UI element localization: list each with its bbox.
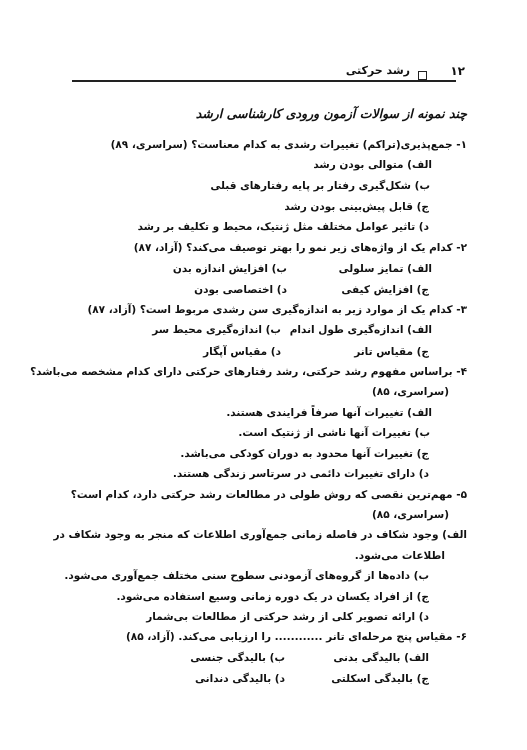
option: ج) بالیدگی اسکلتی <box>331 673 429 685</box>
page-number: ۱۲ <box>450 64 465 78</box>
option: د) تاثیر عوامل مختلف مثل ژنتیک، محیط و تکلیف بر رشد <box>137 221 429 233</box>
option: د) اختصاصی بودن <box>194 284 287 296</box>
option: ج) قابل پیش‌بینی بودن رشد <box>284 201 429 213</box>
section-title: چند نمونه از سوالات آزمون ورودی کارشناسی ارشد <box>195 106 467 121</box>
option: د) دارای تغییرات دائمی در سرتاسر زندگی هستند. <box>172 468 429 480</box>
option: ب) بالیدگی جنسی <box>190 652 285 664</box>
option-continuation: اطلاعات می‌شود. <box>354 550 445 562</box>
option: ب) افزایش اندازه بدن <box>172 263 287 275</box>
question-stem: ۴- براساس مفهوم رشد حرکتی، رشد رفتارهای حرکتی دارای کدام مشخصه می‌باشد؟ <box>30 366 467 378</box>
header-rule <box>72 80 456 82</box>
question-stem: ۶- مقیاس پنج مرحله‌ای تانر ............ را ارزیابی می‌کند. (آزاد، ۸۵) <box>125 631 467 643</box>
question-stem: ۲- کدام یک از واژه‌های زیر نمو را بهتر توصیف می‌کند؟ (آزاد، ۸۷) <box>133 242 467 254</box>
option: الف) بالیدگی بدنی <box>333 652 429 664</box>
header-square-icon <box>418 71 427 80</box>
option: ب) شکل‌گیری رفتار بر پایه رفتارهای قبلی <box>210 180 430 192</box>
option: الف) اندازه‌گیری طول اندام <box>289 324 432 336</box>
option: الف) وجود شکاف در فاصله زمانی جمع‌آوری اطلاعات که منجر به وجود شکاف در <box>53 529 467 541</box>
chapter-title: رشد حرکتی <box>345 64 410 77</box>
option: الف) تمایز سلولی <box>338 263 432 275</box>
option: الف) متوالی بودن رشد <box>313 159 432 171</box>
question-source: (سراسری، ۸۵) <box>371 386 449 398</box>
option: د) مقیاس آپگار <box>203 346 281 358</box>
option: ج) مقیاس تانر <box>354 346 429 358</box>
question-stem: ۱- جمع‌پذیری(تراکم) تغییرات رشدی به کدام معناست؟ (سراسری، ۸۹) <box>110 139 467 151</box>
option: ج) تغییرات آنها محدود به دوران کودکی می‌باشد. <box>180 448 429 460</box>
option: ب) تغییرات آنها ناشی از ژنتیک است. <box>238 427 430 439</box>
option: ج) افزایش کیفی <box>341 284 429 296</box>
question-source: (سراسری، ۸۵) <box>371 509 449 521</box>
question-stem: ۵- مهم‌ترین نقصی که روش طولی در مطالعات رشد حرکتی دارد، کدام است؟ <box>70 489 467 501</box>
option: ج) از افراد یکسان در یک دوره زمانی وسیع استفاده می‌شود. <box>116 591 429 603</box>
question-stem: ۳- کدام یک از موارد زیر به اندازه‌گیری سن رشدی مربوط است؟ (آزاد، ۸۷) <box>87 304 467 316</box>
option: ب) اندازه‌گیری محیط سر <box>152 324 281 336</box>
option: د) ارائه تصویر کلی از رشد حرکتی از مطالعات بی‌شمار <box>146 611 429 623</box>
option: الف) تغییرات آنها صرفاً فرایندی هستند. <box>226 407 432 419</box>
option: ب) داده‌ها از گروه‌های آزمودنی سطوح سنی مختلف جمع‌آوری می‌شود. <box>64 570 429 582</box>
option: د) بالیدگی دندانی <box>195 673 285 685</box>
